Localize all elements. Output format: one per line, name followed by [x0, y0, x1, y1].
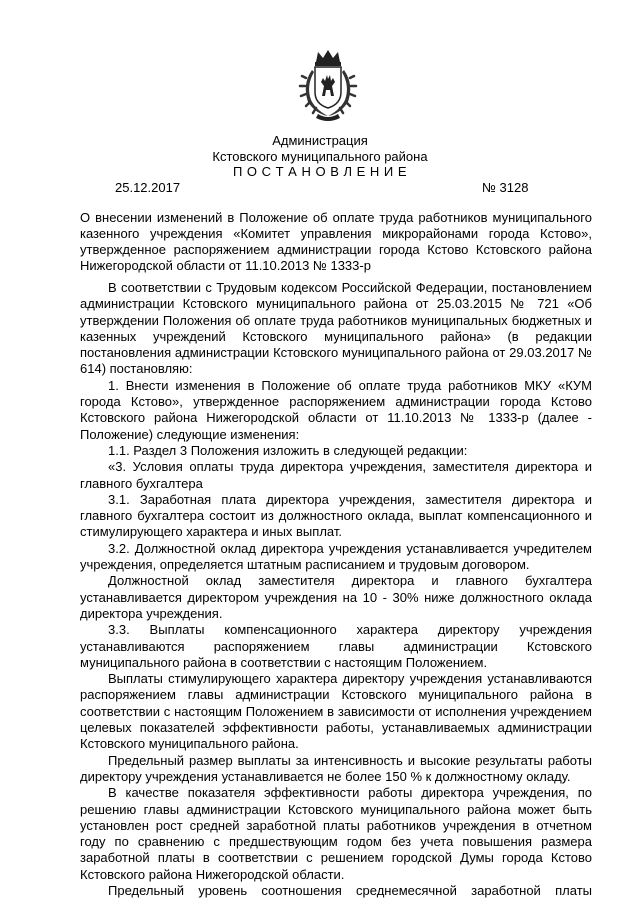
paragraph: В качестве показателя эффективности работы директора учреждения, по решению главы администрации Кстовского муниципального района может быть установлен рост средней заработной платы работников учреждения в отчетном году по сравнению с предшествующим годом без учета повышения размера заработной платы в соответствии с решением городской Думы города Кстово Кстовского района Нижегородской области.: [80, 785, 592, 882]
org-name-line2: Кстовского муниципального района: [212, 149, 428, 164]
paragraph: Предельный уровень соотношения среднемесячной заработной платы: [108, 882, 592, 898]
document-number: № 3128: [482, 180, 529, 195]
paragraph: 1. Внести изменения в Положение об оплате труда работников МКУ «КУМ города Кстово», утвержденное распоряжением администрации города Кстово Кстовского района Нижегородской области от 11.10.2013 № 1333-р (далее - Положение) следующие изменения:: [80, 377, 592, 442]
paragraph: Выплаты стимулирующего характера директору учреждения устанавливаются распоряжением главы администрации Кстовского муниципального района в соответствии с настоящим Положением в зависимости от исполнения учреждением целевых показателей эффективности работы, устанавливаемых администрации Кстовского муниципального района.: [80, 671, 592, 752]
coat-of-arms-icon: [294, 48, 362, 122]
paragraph: «3. Условия оплаты труда директора учреждения, заместителя директора и главного бухгалтера: [80, 459, 592, 491]
document-date: 25.12.2017: [115, 180, 181, 195]
paragraph: Предельный размер выплаты за интенсивность и высокие результаты работы директору учреждения устанавливается не более 150 % к должностному окладу.: [80, 752, 592, 784]
paragraph: Должностной оклад заместителя директора и главного бухгалтера устанавливается директором учреждения на 10 - 30% ниже должностного оклада директора учреждения.: [80, 573, 592, 621]
paragraph: В соответствии с Трудовым кодексом Российской Федерации, постановлением администрации Кстовского муниципального района от 25.03.2015 № 721 «Об утверждении Положения об оплате труда работников муниципальных бюджетных и казенных учреждений Кстовского муниципального района» (в редакции постановления администрации Кстовского муниципального района от 29.03.2017 № 614) постановляю:: [80, 280, 592, 377]
org-name-line1: Администрация: [272, 133, 368, 148]
paragraph: 3.3. Выплаты компенсационного характера директору учреждения устанавливаются распоряжением главы администрации Кстовского муниципального района в соответствии с настоящим Положением.: [80, 622, 592, 670]
document-body: [80, 280, 592, 899]
paragraph: 1.1. Раздел 3 Положения изложить в следующей редакции:: [108, 442, 468, 458]
document-type: П О С Т А Н О В Л Е Н И Е: [232, 164, 408, 179]
paragraph: 3.1. Заработная плата директора учреждения, заместителя директора и главного бухгалтера состоит из должностного оклада, выплат компенсационного и стимулирующего характера и иных выплат.: [80, 491, 592, 540]
document-subject: [80, 210, 592, 274]
paragraph: 3.2. Должностной оклад директора учреждения устанавливается учредителем учреждения, определяется штатным расписанием и трудовым договором.: [80, 540, 592, 573]
subject-text: О внесении изменений в Положение об оплате труда работников муниципального казенного учреждения «Комитет управления микрорайонами города Кстово», утвержденное распоряжением администрации города Кстово Кстовского района Нижегородской области от 11.10.2013 № 1333-р: [80, 210, 592, 273]
